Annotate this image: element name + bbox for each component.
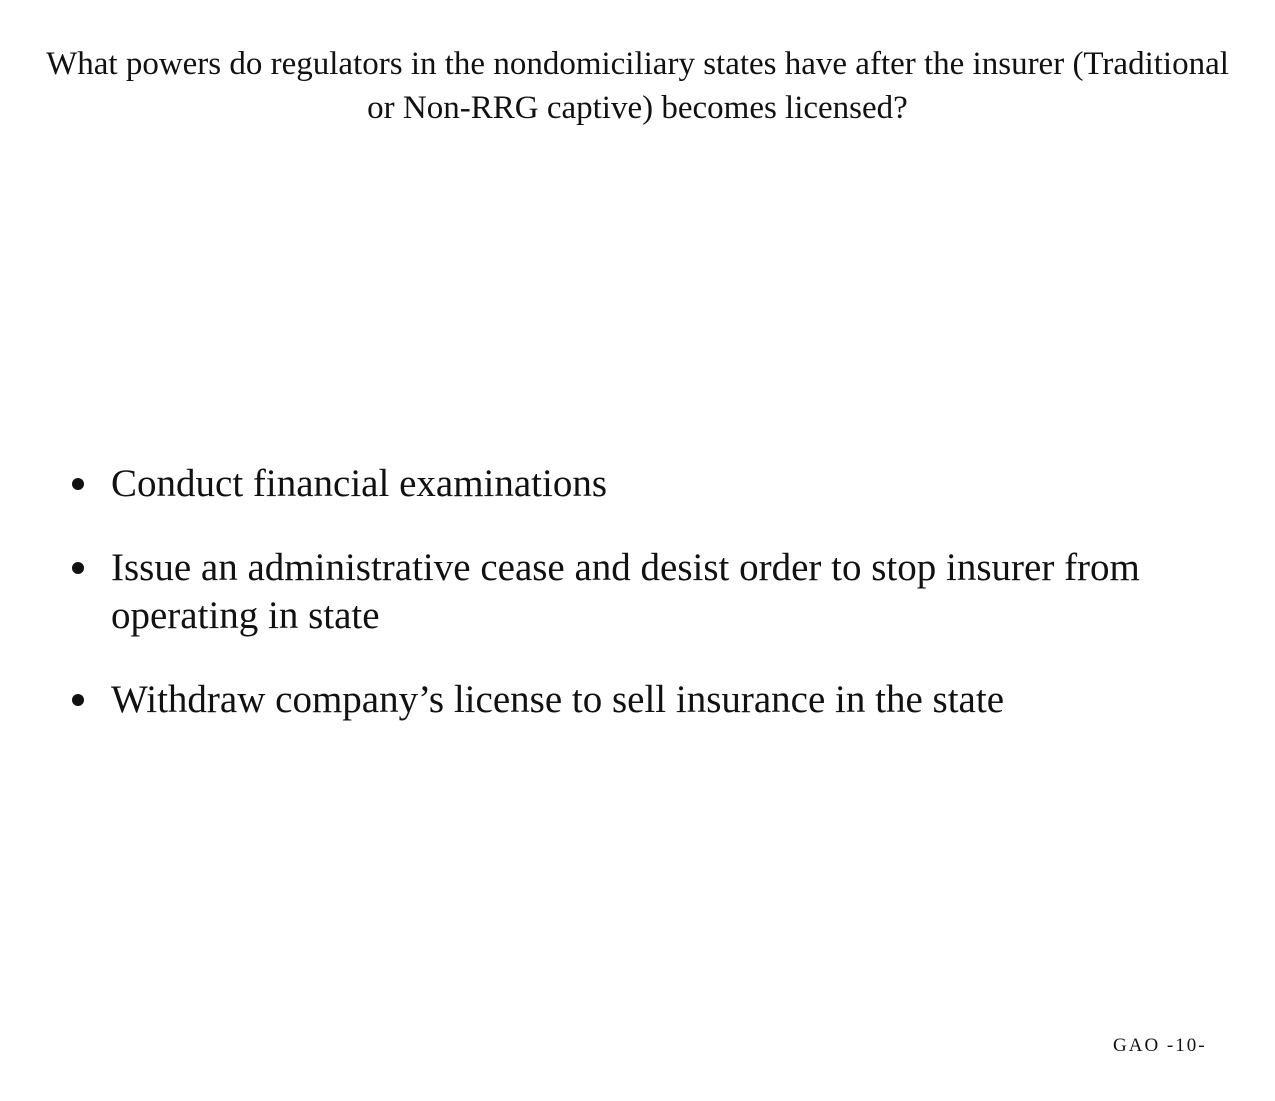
bullet-item	[68, 676, 1228, 724]
slide-title: What powers do regulators in the nondomiciliary states have after the insurer (Traditional or Non-RRG captive) becomes licensed?	[46, 46, 1229, 126]
bullet-text: Conduct financial examinations	[111, 462, 608, 505]
bullet-list	[68, 460, 1228, 760]
page-footer: GAO -10-	[1113, 1035, 1207, 1056]
bullet-icon	[72, 478, 84, 490]
bullet-icon	[72, 562, 84, 574]
bullet-item	[68, 460, 1228, 508]
bullet-icon	[72, 694, 84, 706]
bullet-text: Withdraw company’s license to sell insurance in the state	[111, 678, 1005, 721]
bullet-item	[68, 544, 1228, 640]
bullet-text: Issue an administrative cease and desist order to stop insurer from operating in state	[111, 546, 1140, 637]
